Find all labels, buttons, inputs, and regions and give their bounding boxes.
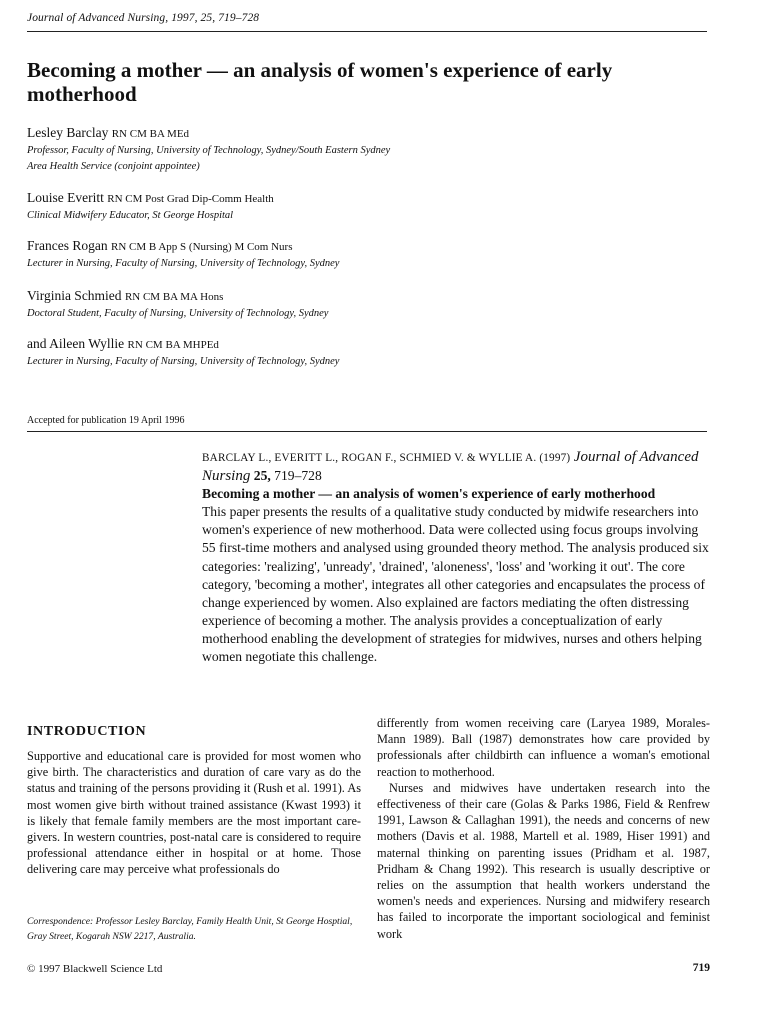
abstract-rule (27, 431, 707, 432)
author-name-line (27, 189, 707, 208)
accepted-date: Accepted for publication 19 April 1996 (27, 415, 185, 426)
author-credentials: RN CM B App S (Nursing) M Com Nurs (110, 241, 293, 253)
section-heading-introduction: INTRODUCTION (27, 724, 147, 739)
page-number: 719 (692, 962, 710, 974)
author-name-line (27, 287, 707, 306)
author-credentials: RN CM Post Grad Dip-Comm Health (107, 193, 274, 205)
author-block (27, 124, 707, 175)
body-paragraph: Supportive and educational care is provided for most women who give birth. The characteristics and duration of care vary as do the status and training of the persons providing it (Rush et al. 1991). As most women give birth without trained assistance (Kwast 1993) it is likely that female family members are the most important care-givers. In western countries, post-natal care is considered to require professional attendance either in hospital or at home. Those delivering care may perceive what professionals do (27, 749, 361, 877)
abstract-citation-pages: 719–728 (274, 468, 322, 484)
abstract-text: This paper presents the results of a qualitative study conducted by midwife researchers into women's experience of new motherhood. Data were collected using focus groups involving 55 first-time mothers and analysed using grounded theory method. The analysis produced six categories: 'realizing', 'unready', 'drained', 'aloneness', 'loss' and 'working it out'. The core category, 'becoming a mother', integrates all other categories and encapsulates the process of change experienced by women. Also explained are factors mediating the often distressing experience of becoming a mother. The analysis provides a conceptualization of early motherhood enabling the development of strategies for midwives, nurses and others helping women negotiate this challenge. (202, 504, 709, 665)
header-rule (27, 31, 707, 32)
author-name-line (27, 237, 707, 256)
abstract-citation-volume: 25, (253, 468, 271, 484)
body-paragraph: differently from women receiving care (Laryea 1989, Morales-Mann 1989). Ball (1987) demonstrates how care provided by professionals after childbirth can influence a woman's emotional reaction to motherhood. (377, 716, 710, 779)
author-affiliation: Clinical Midwifery Educator, St George Hospital (27, 210, 234, 221)
author-name: Virginia Schmied (27, 288, 122, 303)
author-name: and Aileen Wyllie (27, 336, 125, 351)
author-block (27, 189, 707, 224)
abstract-citation-authors: BARCLAY L., EVERITT L., ROGAN F., SCHMIED V. & WYLLIE A. (1997) (202, 452, 571, 464)
author-name: Lesley Barclay (27, 125, 109, 140)
abstract (202, 448, 712, 666)
author-affiliation: Doctoral Student, Faculty of Nursing, University of Technology, Sydney (27, 308, 329, 319)
abstract-title: Becoming a mother — an analysis of women's experience of early motherhood (202, 486, 656, 502)
body-paragraph: Nurses and midwives have undertaken research into the effectiveness of their care (Golas & Parks 1986, Field & Renfrew 1991, Lawson & Callaghan 1991), the needs and concerns of new mothers (Davis et al. 1988, Martell et al. 1989, Hiser 1991) and maternal thinking on parenting issues (Pridham et al. 1987, Pridham & Chang 1992). This research is usually descriptive or relies on the assumption that health workers understand the women's needs and experiences. Nursing and midwifery research has failed to incorporate the important sociological and feminist work (377, 780, 710, 941)
abstract-citation-journal: Journal of Advanced Nursing (202, 449, 699, 485)
copyright-notice: © 1997 Blackwell Science Ltd (27, 963, 163, 975)
author-name-line (27, 124, 707, 143)
author-credentials: RN CM BA MEd (111, 128, 190, 140)
author-block (27, 237, 707, 272)
author-name-line (27, 335, 707, 354)
body-column-right (377, 715, 710, 942)
journal-header: Journal of Advanced Nursing, 1997, 25, 719–728 (27, 12, 260, 24)
author-affiliation: Lecturer in Nursing, Faculty of Nursing, University of Technology, Sydney (27, 258, 340, 269)
author-affiliation: Professor, Faculty of Nursing, University of Technology, Sydney/South Eastern Sydney Area Health Service (conjoint appointee) (27, 145, 391, 172)
author-credentials: RN CM BA MHPEd (127, 339, 219, 351)
body-column-left (27, 748, 361, 878)
author-credentials: RN CM BA MA Hons (124, 291, 224, 303)
author-block (27, 287, 707, 322)
article-title: Becoming a mother — an analysis of women's experience of early motherhood (27, 58, 613, 106)
author-affiliation: Lecturer in Nursing, Faculty of Nursing, University of Technology, Sydney (27, 356, 340, 367)
author-name: Frances Rogan (27, 238, 108, 253)
author-name: Louise Everitt (27, 190, 104, 205)
correspondence-note: Correspondence: Professor Lesley Barclay, Family Health Unit, St George Hosptial, Gray Street, Kogarah NSW 2217, Australia. (27, 916, 353, 942)
author-block (27, 335, 707, 370)
